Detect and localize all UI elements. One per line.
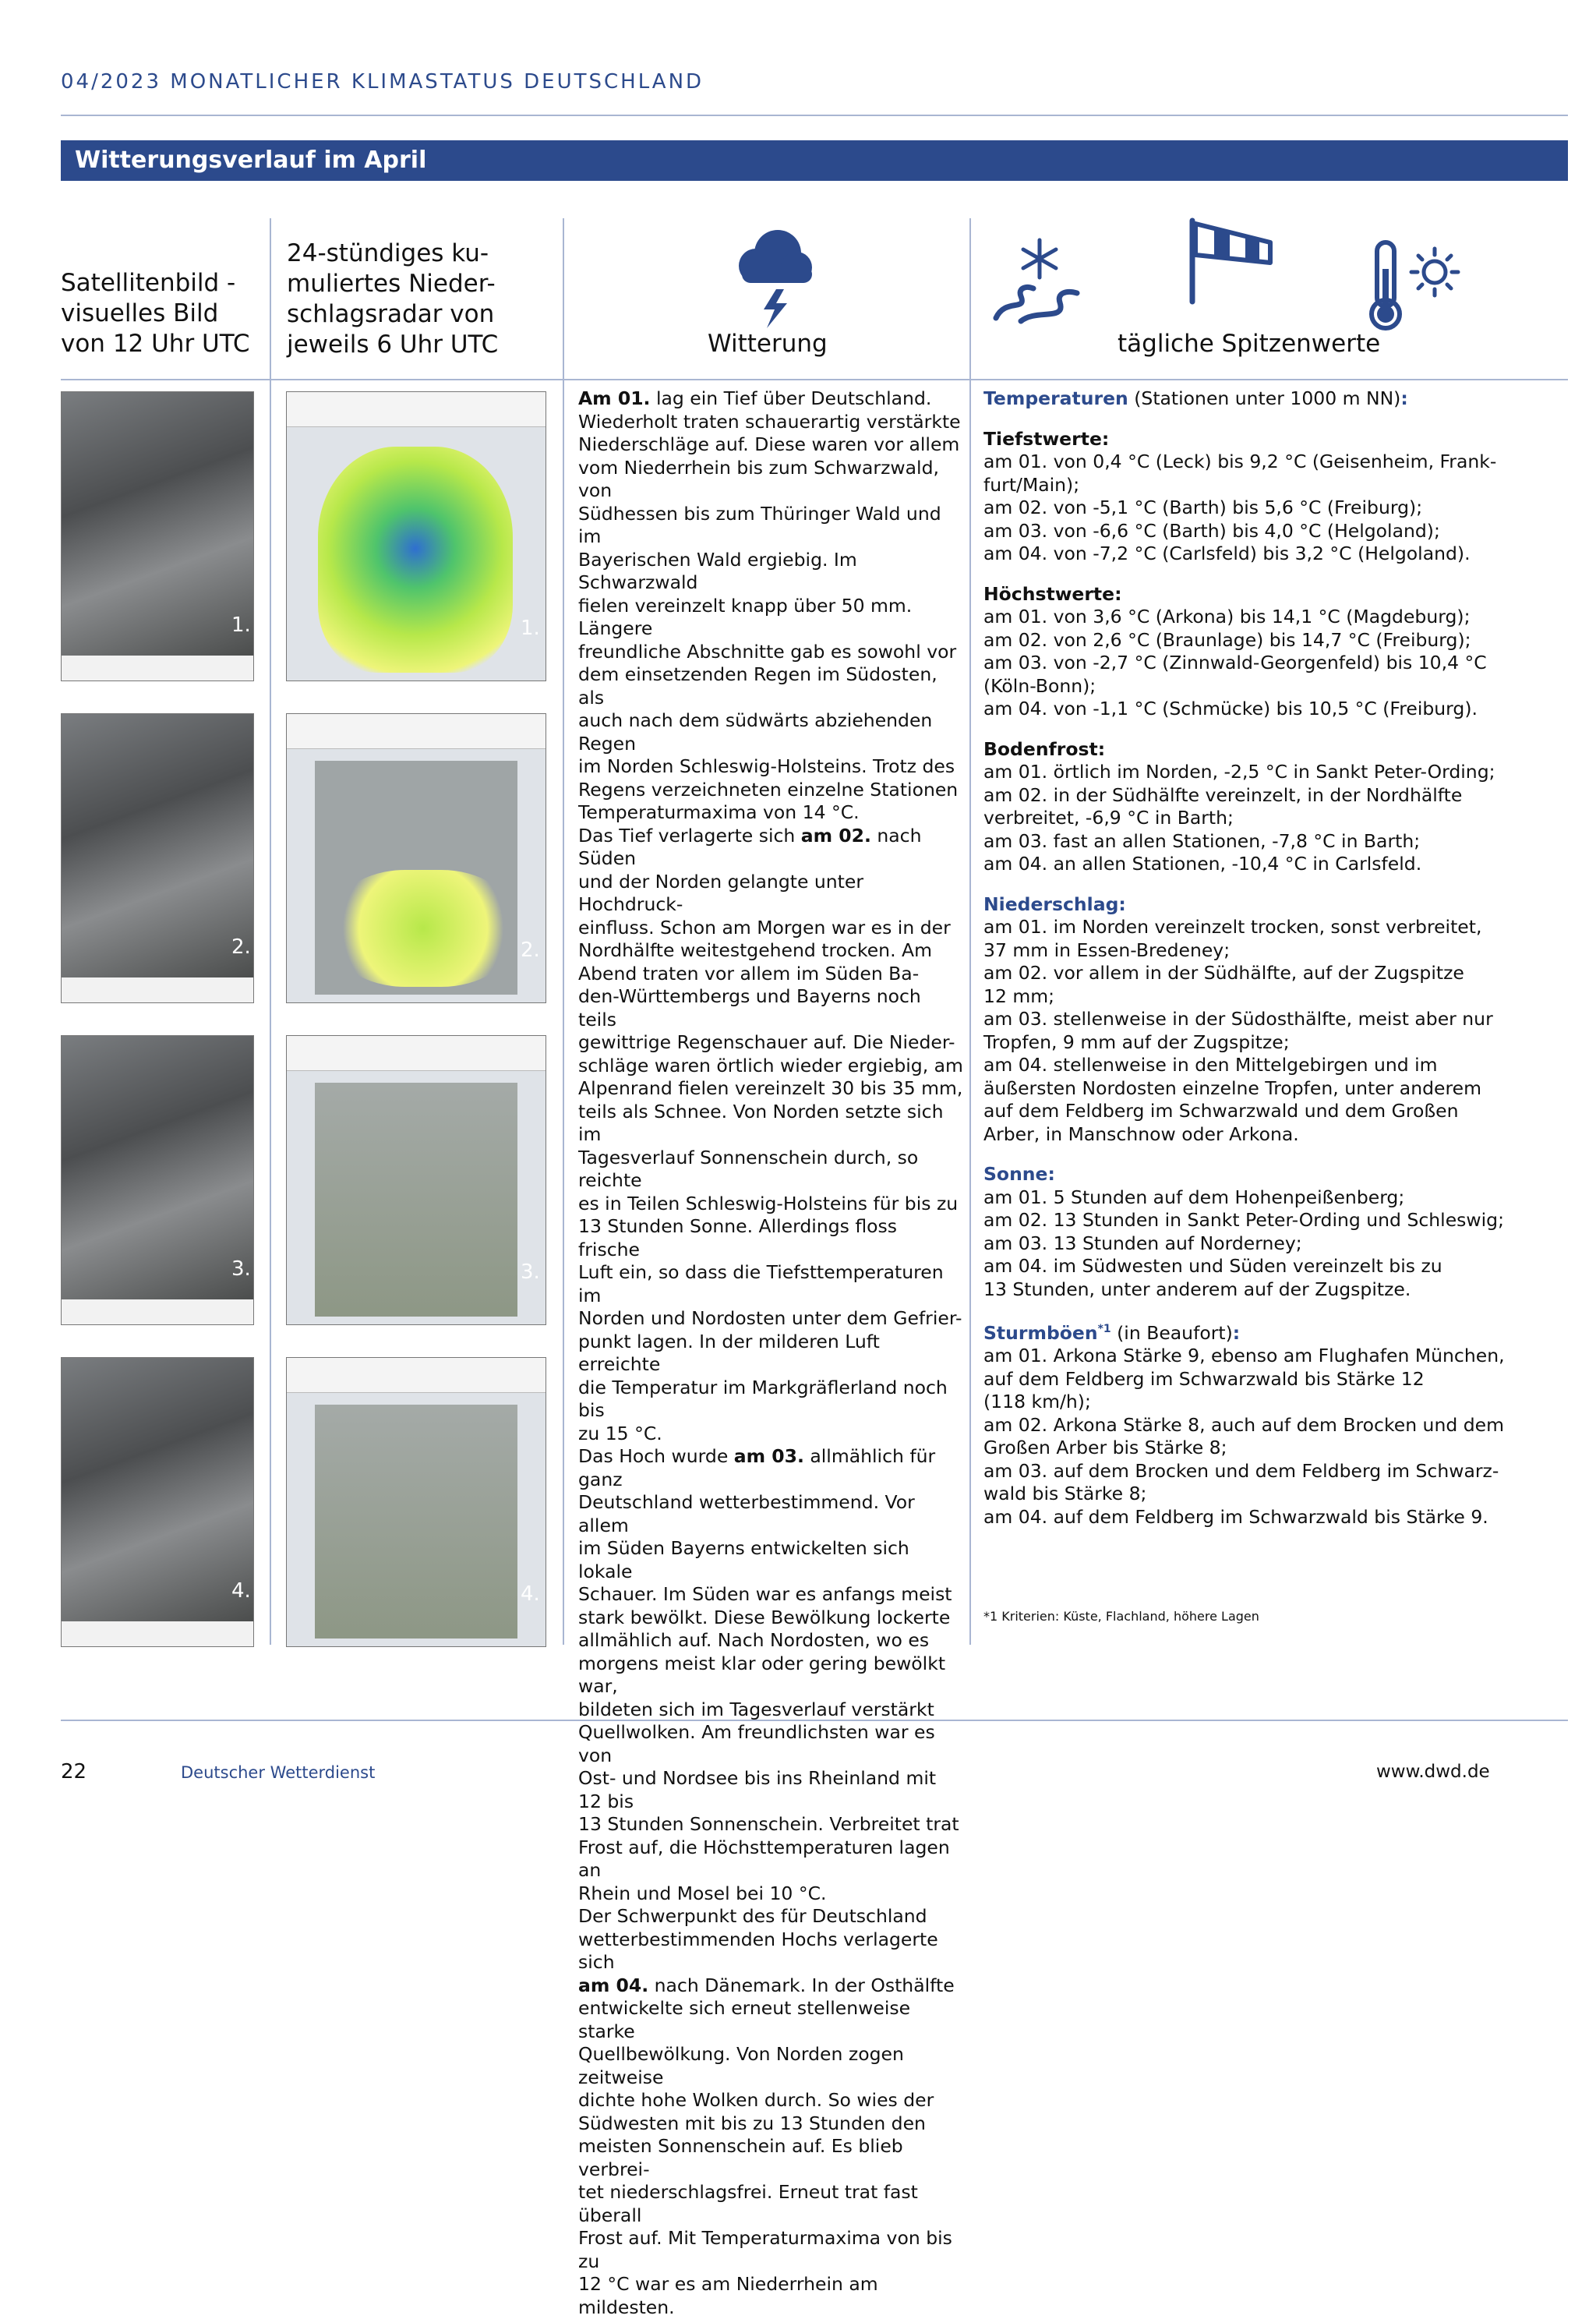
- value-line: am 04. von -1,1 °C (Schmücke) bis 10,5 °C (Freiburg).: [983, 698, 1478, 719]
- weather-line: [578, 1215, 964, 1261]
- thermometer-sun-icon: [1360, 238, 1461, 331]
- column-divider: [969, 218, 971, 1645]
- weather-text-run: Schauer. Im Süden war es anfangs meist: [578, 1583, 952, 1605]
- weather-line: [578, 1055, 964, 1078]
- weather-text-run: 12 °C war es am Niederrhein am mildesten.: [578, 2273, 878, 2318]
- frost-lines: [983, 761, 1560, 876]
- satellite-caption-strip: [62, 656, 253, 680]
- column-head-line: schlagsradar von: [287, 300, 495, 328]
- value-line: am 01. im Norden vereinzelt trocken, sonst verbreitet,: [983, 916, 1482, 938]
- weather-text-run: einfluss. Schon am Morgen war es in der: [578, 916, 951, 939]
- image-number: 1.: [521, 617, 540, 640]
- weather-text-run: Quellbewölkung. Von Norden zogen zeitweise: [578, 2043, 904, 2088]
- radar-image: [286, 713, 546, 1003]
- weather-text-run: Luft ein, so dass die Tiefsttemperaturen im: [578, 1261, 944, 1306]
- column-head-weather: Witterung: [708, 330, 828, 358]
- value-line: am 01. 5 Stunden auf dem Hohenpeißenberg;: [983, 1186, 1405, 1208]
- weather-text-run: meisten Sonnenschein auf. Es blieb verbrei-: [578, 2135, 903, 2180]
- weather-line: [578, 2181, 964, 2227]
- weather-line: [578, 2135, 964, 2181]
- weather-text-run: nach Dänemark. In der Osthälfte: [648, 1974, 955, 1996]
- weather-text-run: auch nach dem südwärts abziehenden Regen: [578, 709, 933, 755]
- satellite-image: [61, 1035, 254, 1325]
- section-banner: [61, 140, 1568, 181]
- value-line: am 02. von 2,6 °C (Braunlage) bis 14,7 °C (Freiburg);: [983, 628, 1471, 651]
- gust-block: [983, 1318, 1560, 1529]
- radar-map-area: [315, 1083, 517, 1317]
- image-number: 3.: [231, 1257, 251, 1281]
- weather-date: am 04.: [578, 1974, 649, 1996]
- satellite-image: [61, 391, 254, 681]
- satellite-caption-strip: [62, 1299, 253, 1324]
- value-line: 12 mm;: [983, 985, 1055, 1007]
- value-line: Großen Arber bis Stärke 8;: [983, 1437, 1227, 1459]
- satellite-image: [61, 713, 254, 1003]
- weather-text-run: Südwesten mit bis zu 13 Stunden den: [578, 2112, 926, 2134]
- gust-footnote-mark: *1: [1097, 1323, 1111, 1335]
- gust-heading: Sturmböen: [983, 1321, 1098, 1344]
- colon: :: [1400, 387, 1408, 409]
- weather-text-run: dichte hohe Wolken durch. So wies der: [578, 2089, 934, 2111]
- column-head-line: muliertes Nieder-: [287, 270, 496, 298]
- column-header-rule: [61, 379, 1568, 380]
- weather-text-run: Das Hoch wurde: [578, 1445, 734, 1467]
- weather-text-run: es in Teilen Schleswig-Holsteins für bis zu: [578, 1192, 959, 1214]
- value-line: am 03. von -6,6 °C (Barth) bis 4,0 °C (Helgoland);: [983, 519, 1440, 542]
- weather-text-run: Norden und Nordosten unter dem Gefrier-: [578, 1307, 962, 1329]
- weather-line: [578, 2273, 964, 2319]
- weather-text-run: im Süden Bayerns entwickelten sich lokale: [578, 1537, 909, 1582]
- page-number: 22: [61, 1760, 87, 1783]
- weather-text-run: Alpenrand fielen vereinzelt 30 bis 35 mm,: [578, 1077, 963, 1099]
- weather-date: am 03.: [733, 1445, 804, 1467]
- weather-line: [578, 433, 964, 457]
- weather-line: [578, 1928, 964, 1974]
- weather-text-run: Der Schwerpunkt des für Deutschland: [578, 1905, 927, 1927]
- value-line: am 03. stellenweise in der Südosthälfte, meist aber nur: [983, 1008, 1493, 1030]
- frost-heading: Bodenfrost:: [983, 737, 1106, 760]
- radar-image: [286, 1035, 546, 1325]
- value-line: am 02. Arkona Stärke 8, auch auf dem Brocken und dem: [983, 1413, 1504, 1436]
- value-line: am 01. von 0,4 °C (Leck) bis 9,2 °C (Geisenheim, Frank-: [983, 451, 1497, 472]
- weather-line: [578, 1331, 964, 1377]
- gust-lines: [983, 1345, 1560, 1529]
- weather-line: [578, 2227, 964, 2273]
- value-line: wald bis Stärke 8;: [983, 1483, 1147, 1505]
- weather-line: [578, 709, 964, 755]
- weather-text-run: entwickelte sich erneut stellenweise starke: [578, 1997, 911, 2042]
- weather-line: [578, 1997, 964, 2043]
- value-line: am 03. auf dem Brocken und dem Feldberg im Schwarz-: [983, 1459, 1499, 1482]
- value-line: (118 km/h);: [983, 1391, 1091, 1413]
- weather-line: [578, 1491, 964, 1537]
- value-line: am 04. auf dem Feldberg im Schwarzwald bis Stärke 9.: [983, 1505, 1488, 1528]
- radar-image: [286, 391, 546, 681]
- weather-line: [578, 1607, 964, 1630]
- weather-description: [578, 387, 964, 2319]
- weather-text-run: Niederschläge auf. Diese waren vor allem: [578, 433, 960, 455]
- weather-text-run: 13 Stunden Sonne. Allerdings floss frische: [578, 1215, 897, 1260]
- temperature-note: (Stationen unter 1000 m NN): [1128, 387, 1401, 409]
- gust-note: (in Beaufort): [1110, 1321, 1233, 1344]
- windsock-icon: [1185, 214, 1278, 308]
- value-line: verbreitet, -6,9 °C in Barth;: [983, 807, 1234, 829]
- value-line: auf dem Feldberg im Schwarzwald und dem Großen: [983, 1100, 1459, 1122]
- weather-text-run: freundliche Abschnitte gab es sowohl vor: [578, 640, 957, 663]
- temperature-heading: Temperaturen: [983, 387, 1128, 409]
- value-line: am 04. von -7,2 °C (Carlsfeld) bis 3,2 °C (Helgoland).: [983, 543, 1471, 564]
- weather-text-run: gewittrige Regenschauer auf. Die Nieder-: [578, 1031, 955, 1053]
- value-line: am 02. in der Südhälfte vereinzelt, in der Nordhälfte: [983, 783, 1463, 806]
- weather-line: [578, 1974, 964, 1998]
- weather-line: [578, 801, 964, 825]
- weather-text-run: punkt lagen. In der milderen Luft erreichte: [578, 1330, 880, 1375]
- weather-line: [578, 1147, 964, 1193]
- weather-line: [578, 1629, 964, 1653]
- weather-line: [578, 2089, 964, 2112]
- sun-heading: Sonne:: [983, 1163, 1055, 1185]
- image-number: 1.: [231, 613, 251, 637]
- weather-text-run: Frost auf. Mit Temperaturmaxima von bis zu: [578, 2227, 952, 2272]
- weather-text-run: im Norden Schleswig-Holsteins. Trotz des: [578, 755, 955, 777]
- radar-legend-strip: [287, 392, 546, 427]
- weather-line: [578, 1836, 964, 1882]
- weather-text-run: zu 15 °C.: [578, 1422, 662, 1444]
- gust-heading-line: [983, 1318, 1560, 1345]
- max-heading: Höchstwerte:: [983, 582, 1122, 605]
- weather-line: [578, 1031, 964, 1055]
- weather-line: [578, 1193, 964, 1216]
- weather-line: [578, 1653, 964, 1699]
- value-line: am 02. von -5,1 °C (Barth) bis 5,6 °C (Freiburg);: [983, 497, 1423, 518]
- weather-text-run: allmählich für ganz: [578, 1445, 936, 1490]
- min-block: [983, 428, 1560, 566]
- weather-line: [578, 871, 964, 917]
- weather-line: [578, 1307, 964, 1331]
- weather-line: [578, 387, 964, 411]
- weather-text-run: und der Norden gelangte unter Hochdruck-: [578, 870, 864, 915]
- column-head-line: jeweils 6 Uhr UTC: [287, 331, 499, 359]
- weather-text-run: Wiederholt traten schauerartig verstärkte: [578, 410, 961, 433]
- column-head-line: Satellitenbild -: [61, 269, 236, 297]
- weather-line: [578, 1905, 964, 1928]
- weather-line: [578, 641, 964, 664]
- image-number: 3.: [521, 1260, 540, 1284]
- image-number: 2.: [521, 939, 540, 962]
- satellite-image: [61, 1357, 254, 1647]
- weather-text-run: vom Niederrhein bis zum Schwarzwald, von: [578, 456, 939, 501]
- weather-text-run: tet niederschlagsfrei. Erneut trat fast überall: [578, 2181, 918, 2226]
- weather-text-run: bildeten sich im Tagesverlauf verstärkt: [578, 1698, 934, 1720]
- max-lines: [983, 606, 1560, 721]
- min-lines: [983, 451, 1560, 566]
- column-head-peaks: tägliche Spitzenwerte: [1118, 330, 1381, 358]
- weather-line: [578, 1377, 964, 1423]
- weather-text-run: Abend traten vor allem im Süden Ba-: [578, 962, 920, 985]
- precip-heading: Niederschlag:: [983, 893, 1126, 915]
- header-rule: [61, 115, 1568, 116]
- weather-line: [578, 1699, 964, 1722]
- footer-org: Deutscher Wetterdienst: [181, 1763, 376, 1782]
- weather-text-run: Frost auf, die Höchsttemperaturen lagen an: [578, 1836, 950, 1881]
- weather-text-run: wetterbestimmenden Hochs verlagerte sich: [578, 1928, 938, 1973]
- satellite-caption-strip: [62, 1621, 253, 1646]
- weather-line: [578, 2043, 964, 2089]
- value-line: am 04. stellenweise in den Mittelgebirgen und im: [983, 1054, 1438, 1076]
- weather-text-run: schläge waren örtlich wieder ergiebig, am: [578, 1054, 963, 1076]
- weather-line: [578, 595, 964, 641]
- value-line: am 02. 13 Stunden in Sankt Peter-Ording und Schleswig;: [983, 1209, 1504, 1231]
- weather-line: [578, 1583, 964, 1607]
- column-head-line: visuelles Bild: [61, 299, 219, 327]
- value-line: Arber, in Manschnow oder Arkona.: [983, 1122, 1299, 1145]
- weather-text-run: teils als Schnee. Von Norden setzte sich im: [578, 1100, 944, 1145]
- weather-line: [578, 549, 964, 595]
- radar-image: [286, 1357, 546, 1647]
- weather-line: [578, 755, 964, 779]
- column-head-line: 24-stündiges ku-: [287, 239, 489, 267]
- weather-date: am 02.: [800, 824, 871, 847]
- weather-line: [578, 825, 964, 871]
- weather-line: [578, 1261, 964, 1307]
- value-line: auf dem Feldberg im Schwarzwald bis Stärke 12: [983, 1367, 1425, 1390]
- cloud-lightning-icon: [733, 222, 818, 331]
- weather-line: [578, 779, 964, 802]
- weather-line: [578, 963, 964, 986]
- weather-line: [578, 503, 964, 549]
- value-line: am 03. 13 Stunden auf Norderney;: [983, 1232, 1302, 1254]
- value-line: am 01. von 3,6 °C (Arkona) bis 14,1 °C (Magdeburg);: [983, 606, 1471, 627]
- value-line: am 04. an allen Stationen, -10,4 °C in Carlsfeld.: [983, 853, 1422, 875]
- weather-text-run: Das Tief verlagerte sich: [578, 824, 801, 847]
- colon: :: [1232, 1321, 1241, 1344]
- weather-line: [578, 2112, 964, 2136]
- radar-legend-strip: [287, 1358, 546, 1393]
- weather-text-run: morgens meist klar oder gering bewölkt war,: [578, 1652, 946, 1697]
- weather-line: [578, 1721, 964, 1767]
- radar-map-area: [315, 1405, 517, 1639]
- image-number: 2.: [231, 935, 251, 959]
- value-line: am 01. Arkona Stärke 9, ebenso am Flughafen München,: [983, 1345, 1505, 1367]
- peak-values: [983, 387, 1560, 1529]
- frost-block: [983, 738, 1560, 876]
- weather-date: Am 01.: [578, 387, 651, 409]
- weather-text-run: Südhessen bis zum Thüringer Wald und im: [578, 502, 941, 547]
- value-line: Tropfen, 9 mm auf der Zugspitze;: [983, 1030, 1290, 1053]
- weather-line: [578, 1537, 964, 1583]
- sun-block: [983, 1163, 1560, 1301]
- weather-text-run: die Temperatur im Markgräflerland noch bis: [578, 1376, 948, 1421]
- weather-text-run: stark bewölkt. Diese Bewölkung lockerte: [578, 1606, 951, 1628]
- weather-text-run: Tagesverlauf Sonnenschein durch, so reichte: [578, 1146, 919, 1191]
- weather-line: [578, 1101, 964, 1147]
- weather-text-run: Bayerischen Wald ergiebig. Im Schwarzwald: [578, 548, 857, 593]
- weather-text-run: nach Süden: [578, 824, 922, 869]
- column-head-satellite: [61, 268, 250, 359]
- running-header: 04/2023 MONATLICHER KLIMASTATUS DEUTSCHLAND: [61, 70, 704, 94]
- image-number: 4.: [521, 1582, 540, 1606]
- weather-text-run: dem einsetzenden Regen im Südosten, als: [578, 663, 937, 709]
- value-line: am 04. im Südwesten und Süden vereinzelt bis zu: [983, 1255, 1442, 1277]
- radar-legend-strip: [287, 1036, 546, 1071]
- footer-rule: [61, 1720, 1568, 1721]
- weather-text-run: den-Württembergs und Bayerns noch teils: [578, 985, 921, 1030]
- weather-text-run: allmählich auf. Nach Nordosten, wo es: [578, 1629, 930, 1651]
- weather-line: [578, 411, 964, 434]
- weather-line: [578, 1813, 964, 1836]
- sun-lines: [983, 1186, 1560, 1302]
- weather-line: [578, 939, 964, 963]
- footer-url[interactable]: www.dwd.de: [1376, 1762, 1490, 1782]
- value-line: am 03. fast an allen Stationen, -7,8 °C in Barth;: [983, 829, 1421, 852]
- value-line: am 02. vor allem in der Südhälfte, auf der Zugspitze: [983, 962, 1464, 984]
- weather-line: [578, 457, 964, 503]
- value-line: 37 mm in Essen-Bredeney;: [983, 939, 1231, 961]
- column-head-radar: [287, 239, 498, 360]
- radar-precip-area: [334, 870, 513, 987]
- weather-text-run: Rhein und Mosel bei 10 °C.: [578, 1882, 827, 1904]
- value-line: am 03. von -2,7 °C (Zinnwald-Georgenfeld) bis 10,4 °C: [983, 652, 1487, 673]
- satellite-caption-strip: [62, 977, 253, 1002]
- temperature-heading-line: [983, 387, 1560, 411]
- weather-line: [578, 985, 964, 1031]
- column-divider: [270, 218, 271, 1645]
- weather-text-run: lag ein Tief über Deutschland.: [650, 387, 932, 409]
- weather-text-run: fielen vereinzelt knapp über 50 mm. Längere: [578, 594, 913, 639]
- weather-text-run: Regens verzeichneten einzelne Stationen: [578, 778, 959, 801]
- weather-line: [578, 1882, 964, 1906]
- snow-road-icon: [990, 234, 1083, 327]
- weather-line: [578, 917, 964, 940]
- value-line: am 01. örtlich im Norden, -2,5 °C in Sankt Peter-Ording;: [983, 761, 1495, 783]
- min-heading: Tiefstwerte:: [983, 427, 1110, 450]
- weather-text-run: Ost- und Nordsee bis ins Rheinland mit 12 bis: [578, 1767, 937, 1812]
- weather-text-run: Nordhälfte weitestgehend trocken. Am: [578, 939, 932, 961]
- weather-text-run: Deutschland wetterbestimmend. Vor allem: [578, 1491, 915, 1536]
- weather-line: [578, 1445, 964, 1491]
- value-line: furt/Main);: [983, 473, 1080, 496]
- max-block: [983, 583, 1560, 721]
- weather-line: [578, 1077, 964, 1101]
- value-line: äußersten Nordosten einzelne Tropfen, unter anderem: [983, 1076, 1481, 1099]
- precip-block: [983, 893, 1560, 1147]
- radar-legend-strip: [287, 714, 546, 749]
- section-title: Witterungsverlauf im April: [75, 147, 427, 174]
- precip-lines: [983, 916, 1560, 1146]
- weather-line: [578, 1423, 964, 1446]
- column-head-line: von 12 Uhr UTC: [61, 330, 250, 358]
- weather-text-run: Quellwolken. Am freundlichsten war es von: [578, 1721, 935, 1766]
- weather-text-run: Temperaturmaxima von 14 °C.: [578, 801, 860, 823]
- value-line: (Köln-Bonn);: [983, 674, 1096, 697]
- column-divider: [563, 218, 564, 1645]
- weather-text-run: 13 Stunden Sonnenschein. Verbreitet trat: [578, 1813, 959, 1835]
- value-line: 13 Stunden, unter anderem auf der Zugspitze.: [983, 1278, 1411, 1300]
- weather-line: [578, 663, 964, 709]
- image-number: 4.: [231, 1579, 251, 1603]
- radar-precip-area: [318, 447, 513, 673]
- footnote: *1 Kriterien: Küste, Flachland, höhere Lagen: [983, 1609, 1259, 1624]
- weather-line: [578, 1767, 964, 1813]
